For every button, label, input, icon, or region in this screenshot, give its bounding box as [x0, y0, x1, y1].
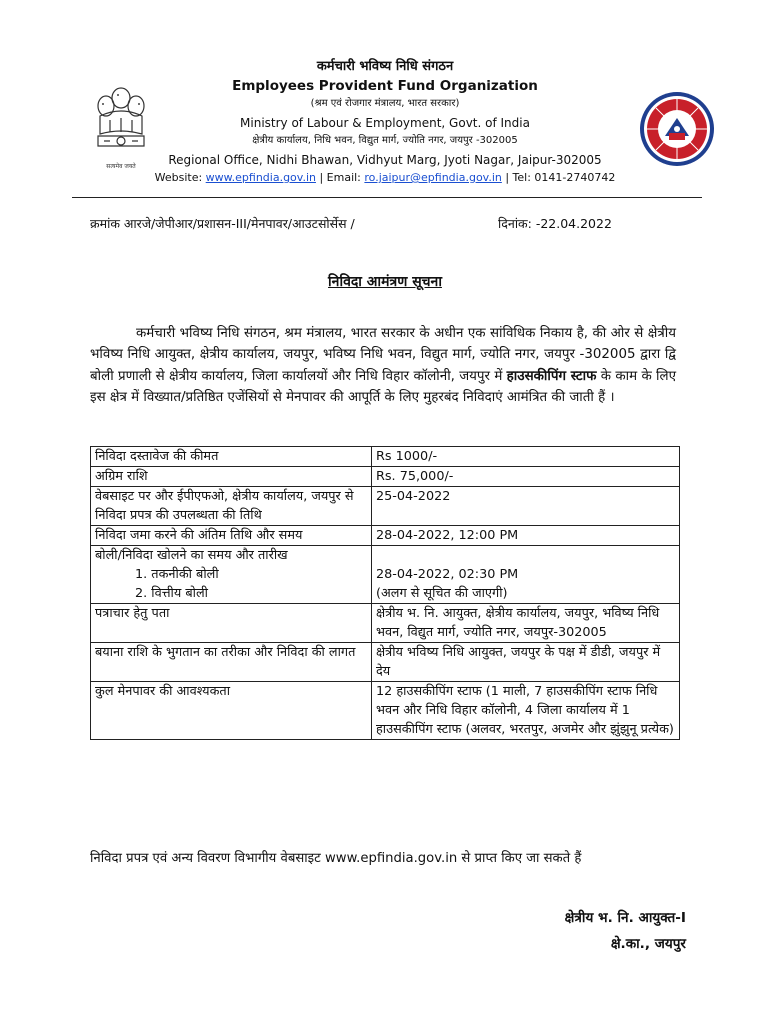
org-name-english: Employees Provident Fund Organization — [232, 77, 538, 94]
financial-bid-label: 2. वित्तीय बोली — [135, 586, 208, 601]
row-label: निविदा दस्तावेज की कीमत — [91, 447, 372, 467]
ministry-hindi: (श्रम एवं रोजगार मंत्रालय, भारत सरकार) — [310, 98, 460, 109]
website-link[interactable]: www.epfindia.gov.in — [205, 171, 316, 184]
table-row — [91, 546, 680, 604]
body-part-2: के काम के लिए इस क्षेत्र में विख्यात/प्रतिष्ठित एजेंसियों से मेनपावर की आपूर्ति के लिए मुहरबंद निविदाएं आमंत्रित की जाती हैं । — [90, 368, 676, 405]
table-row — [91, 604, 680, 643]
row-label: पत्राचार हेतु पता — [91, 604, 372, 643]
row-value-group — [372, 546, 680, 604]
tender-details-table — [90, 446, 680, 740]
body-part-1: कर्मचारी भविष्य निधि संगठन, श्रम मंत्रालय, भारत सरकार के अधीन एक सांविधिक निकाय है, की ओर से क्षेत्रीय भविष्य निधि आयुक्त, क्षेत्रीय कार्यालय, जयपुर, भविष्य निधि भवन, विद्युत मार्ग, ज्योति नगर, जयपुर -302005 द्वारा द्वि बोली प्रणाली से क्षेत्रीय कार्यालय, जिला कार्यालयों और निधि विहार कॉलोनी, जयपुर में — [90, 326, 676, 384]
signature-line-2: क्षे.का., जयपुर — [610, 936, 686, 952]
table-row — [91, 682, 680, 740]
row-label-group — [91, 546, 372, 604]
address-english: Regional Office, Nidhi Bhawan, Vidhyut Marg, Jyoti Nagar, Jaipur-302005 — [168, 152, 602, 167]
notice-title: निविदा आमंत्रण सूचना — [328, 274, 442, 290]
signature-block — [565, 905, 686, 957]
notice-body — [90, 323, 676, 408]
table-row — [91, 487, 680, 526]
row-value: 12 हाउसकीपिंग स्टाफ (1 माली, 7 हाउसकीपिंग स्टाफ निधि भवन और निधि विहार कॉलोनी, 4 जिला कार्यालय में 1 हाउसकीपिंग स्टाफ (अलवर, भरतपुर, अजमेर और झुंझुनू प्रत्येक) — [372, 682, 680, 740]
telephone: | Tel: 0141-2740742 — [501, 171, 616, 184]
ministry-english: Ministry of Labour & Employment, Govt. of India — [240, 115, 530, 130]
body-bold-term: हाउसकीपिंग स्टाफ — [506, 368, 597, 384]
row-value: 28-04-2022, 12:00 PM — [372, 526, 680, 546]
letterhead — [0, 58, 770, 188]
signature-line-1: क्षेत्रीय भ. नि. आयुक्त-I — [564, 910, 686, 926]
reference-number: क्रमांक आरजे/जेपीआर/प्रशासन-III/मेनपावर/आउटसोर्सेस / — [90, 216, 355, 231]
row-value: Rs 1000/- — [372, 447, 680, 467]
row-label: बोली/निविदा खोलने का समय और तारीख — [95, 548, 288, 563]
address-hindi: क्षेत्रीय कार्यालय, निधि भवन, विद्युत मार्ग, ज्योति नगर, जयपुर -302005 — [252, 135, 518, 146]
footer-note: निविदा प्रपत्र एवं अन्य विवरण विभागीय वेबसाइट www.epfindia.gov.in से प्राप्त किए जा सकते हैं — [90, 851, 582, 866]
row-value: क्षेत्रीय भविष्य निधि आयुक्त, जयपुर के पक्ष में डीडी, जयपुर में देय — [372, 643, 680, 682]
header-divider — [72, 197, 702, 198]
website-label: Website: — [154, 171, 206, 184]
row-label: निविदा जमा करने की अंतिम तिथि और समय — [91, 526, 372, 546]
org-name-hindi: कर्मचारी भविष्य निधि संगठन — [316, 59, 454, 74]
row-value: क्षेत्रीय भ. नि. आयुक्त, क्षेत्रीय कार्यालय, जयपुर, भविष्य निधि भवन, विद्युत मार्ग, ज्योति नगर, जयपुर-302005 — [372, 604, 680, 643]
row-label: बयाना राशि के भुगतान का तरीका और निविदा की लागत — [91, 643, 372, 682]
table-row — [91, 447, 680, 467]
email-link[interactable]: ro.jaipur@epfindia.gov.in — [364, 171, 502, 184]
row-label: अग्रिम राशि — [91, 467, 372, 487]
technical-bid-label: 1. तकनीकी बोली — [135, 567, 219, 582]
contact-line — [0, 169, 770, 188]
reference-line — [90, 215, 650, 232]
row-label: कुल मेनपावर की आवश्यकता — [91, 682, 372, 740]
table-row — [91, 643, 680, 682]
reference-date: दिनांक: -22.04.2022 — [498, 216, 612, 231]
email-label: | Email: — [315, 171, 365, 184]
table-row — [91, 526, 680, 546]
row-value: 28-04-2022, 02:30 PM — [376, 567, 519, 582]
row-label: वेबसाइट पर और ईपीएफओ, क्षेत्रीय कार्यालय, जयपुर से निविदा प्रपत्र की उपलब्धता की तिथि — [91, 487, 372, 526]
table-row — [91, 467, 680, 487]
emblem-caption: सत्यमेव जयते — [106, 163, 136, 170]
row-value: 25-04-2022 — [372, 487, 680, 526]
row-value-note: (अलग से सूचित की जाएगी) — [376, 586, 508, 601]
row-value: Rs. 75,000/- — [372, 467, 680, 487]
